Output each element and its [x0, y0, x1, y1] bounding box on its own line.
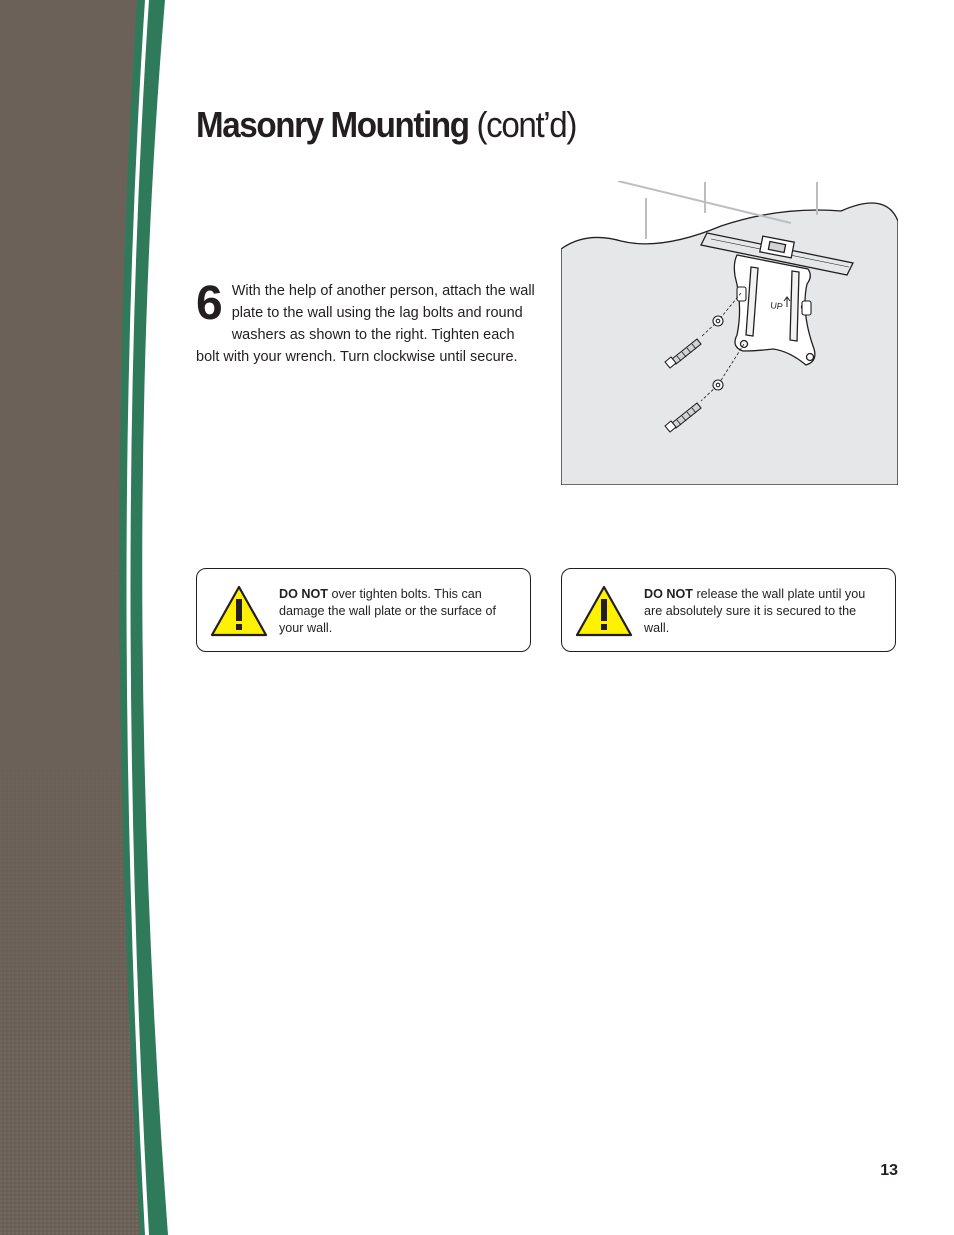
step-6	[196, 277, 536, 368]
warning-text	[644, 586, 880, 637]
warning-box-overtighten	[196, 568, 531, 652]
plate-up-label: UP	[769, 300, 784, 312]
page-title	[196, 104, 576, 146]
step-instructions: With the help of another person, attach the wall plate to the wall using the lag bolts and round washers as shown to the right. Tighten each bolt with your wrench. Turn clockwise until secure.	[196, 283, 535, 365]
warning-text	[279, 586, 515, 637]
page-title-bold: Masonry Mounting	[196, 104, 469, 145]
warning-triangle-icon	[574, 584, 634, 638]
warning-box-release	[561, 568, 896, 652]
warning-body: over tighten bolts. This can damage the wall plate or the surface of your wall.	[279, 587, 497, 635]
warning-emphasis: DO NOT	[279, 587, 328, 601]
wall-plate-illustration	[561, 181, 898, 485]
warning-emphasis: DO NOT	[644, 587, 693, 601]
washer-lower	[713, 380, 723, 390]
warning-body: release the wall plate until you are absolutely sure it is secured to the wall.	[644, 587, 866, 635]
step-number: 6	[196, 277, 222, 330]
sidebar-decoration	[0, 0, 170, 1235]
warning-triangle-icon	[209, 584, 269, 638]
washer-upper	[713, 316, 723, 326]
page-title-rest: (cont’d)	[468, 104, 576, 145]
page-number: 13	[880, 1162, 898, 1179]
